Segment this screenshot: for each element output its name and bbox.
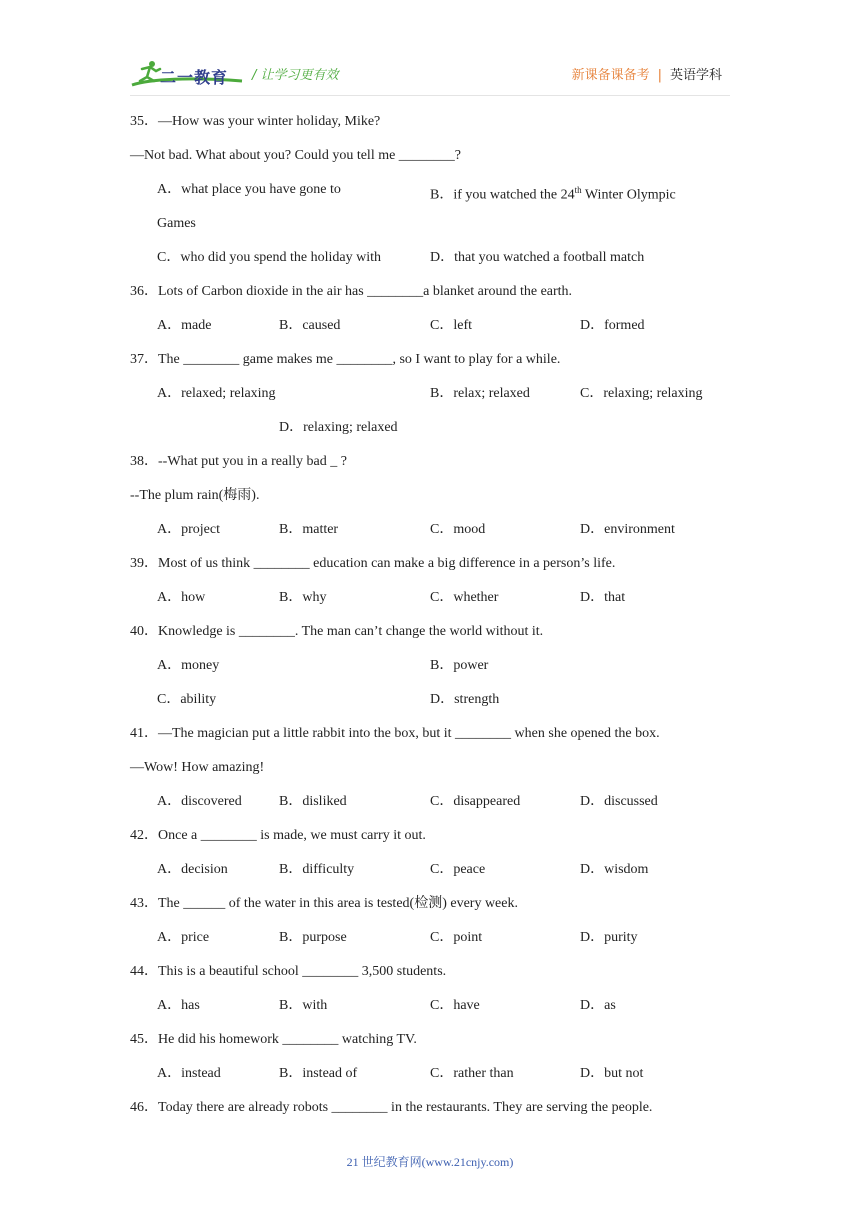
question-37-stem: 37．The ________ game makes me ________, so I want to play for a while. — [130, 352, 561, 367]
q37-option-a: A．relaxed; relaxing — [157, 386, 276, 401]
q36-option-d: D．formed — [580, 318, 645, 333]
question-42-stem: 42．Once a ________ is made, we must carry it out. — [130, 828, 426, 843]
q35-option-a: A．what place you have gone to — [157, 182, 341, 197]
question-38-answer-line: --The plum rain(梅雨). — [130, 488, 260, 503]
q38-option-d: D．environment — [580, 522, 675, 537]
question-41-reply: —Wow! How amazing! — [130, 760, 265, 775]
q45-option-b: B．instead of — [279, 1066, 358, 1081]
q37-option-b: B．relax; relaxed — [430, 386, 530, 401]
q42-option-c: C．peace — [430, 862, 486, 877]
q38-option-a: A．project — [157, 522, 220, 537]
q40-option-a: A．money — [157, 658, 220, 673]
q37-option-c: C．relaxing; relaxing — [580, 386, 703, 401]
q39-option-b: B．why — [279, 590, 327, 605]
q36-option-a: A．made — [157, 318, 212, 333]
q35-option-b-text: B．if you watched the 24 — [430, 187, 575, 203]
q45-option-c: C．rather than — [430, 1066, 514, 1081]
question-35-stem: 35．—How was your winter holiday, Mike? — [130, 114, 381, 129]
q43-option-c: C．point — [430, 930, 483, 945]
q43-option-a: A．price — [157, 930, 210, 945]
header-divider — [130, 95, 730, 96]
tag-courseware: 新课备课备考 — [571, 68, 650, 83]
q38-option-b: B．matter — [279, 522, 339, 537]
q42-option-d: D．wisdom — [580, 862, 649, 877]
page-header — [130, 55, 730, 95]
question-40-stem: 40．Knowledge is ________. The man can’t change the world without it. — [130, 624, 544, 639]
q45-option-d: D．but not — [580, 1066, 644, 1081]
question-36-stem: 36．Lots of Carbon dioxide in the air has ________a blanket around the earth. — [130, 284, 573, 299]
q40-option-d: D．strength — [430, 692, 500, 707]
q44-option-c: C．have — [430, 998, 480, 1013]
logo-text: 二一教育 — [160, 68, 229, 87]
q38-option-c: C．mood — [430, 522, 486, 537]
q39-option-a: A．how — [157, 590, 206, 605]
question-46-stem: 46．Today there are already robots ________ in the restaurants. They are serving the people. — [130, 1100, 653, 1115]
tag-separator: | — [657, 68, 662, 83]
q42-option-a: A．decision — [157, 862, 228, 877]
q35-option-b-sup: th — [574, 185, 582, 195]
q41-option-d: D．discussed — [580, 794, 658, 809]
q40-option-c: C．ability — [157, 692, 217, 707]
q35-option-d: D．that you watched a football match — [430, 250, 645, 265]
q40-option-b: B．power — [430, 658, 489, 673]
q39-option-d: D．that — [580, 590, 626, 605]
q37-option-d: D．relaxing; relaxed — [279, 420, 398, 435]
q36-option-c: C．left — [430, 318, 472, 333]
slogan: / 让学习更有效 — [252, 68, 339, 83]
question-38-stem: 38．--What put you in a really bad _ ? — [130, 454, 347, 469]
q43-option-d: D．purity — [580, 930, 638, 945]
q35-option-b — [430, 181, 676, 205]
q41-option-c: C．disappeared — [430, 794, 521, 809]
question-45-stem: 45．He did his homework ________ watching TV. — [130, 1032, 417, 1047]
page-footer: 21 世纪教育网(www.21cnjy.com) — [346, 1155, 514, 1169]
header-tags — [572, 64, 722, 83]
q44-option-b: B．with — [279, 998, 328, 1013]
q35-option-b-text-end: Winter Olympic — [581, 187, 676, 203]
q36-option-b: B．caused — [279, 318, 341, 333]
logo — [130, 57, 245, 91]
q44-option-d: D．as — [580, 998, 616, 1013]
question-35-dialogue: —Not bad. What about you? Could you tell me ________? — [130, 148, 462, 163]
question-43-stem: 43．The ______ of the water in this area is tested(检测) every week. — [130, 896, 518, 911]
q41-option-b: B．disliked — [279, 794, 347, 809]
question-39-stem: 39．Most of us think ________ education can make a big difference in a person’s life. — [130, 556, 616, 571]
tag-subject: 英语学科 — [669, 68, 722, 83]
q39-option-c: C．whether — [430, 590, 499, 605]
q45-option-a: A．instead — [157, 1066, 221, 1081]
q35-option-b-continued: Games — [157, 216, 196, 231]
q44-option-a: A．has — [157, 998, 200, 1013]
q41-option-a: A．discovered — [157, 794, 242, 809]
q42-option-b: B．difficulty — [279, 862, 355, 877]
q35-option-c: C．who did you spend the holiday with — [157, 250, 381, 265]
q43-option-b: B．purpose — [279, 930, 347, 945]
question-44-stem: 44．This is a beautiful school ________ 3,500 students. — [130, 964, 447, 979]
question-41-stem: 41．—The magician put a little rabbit into the box, but it ________ when she opened the box. — [130, 726, 660, 741]
